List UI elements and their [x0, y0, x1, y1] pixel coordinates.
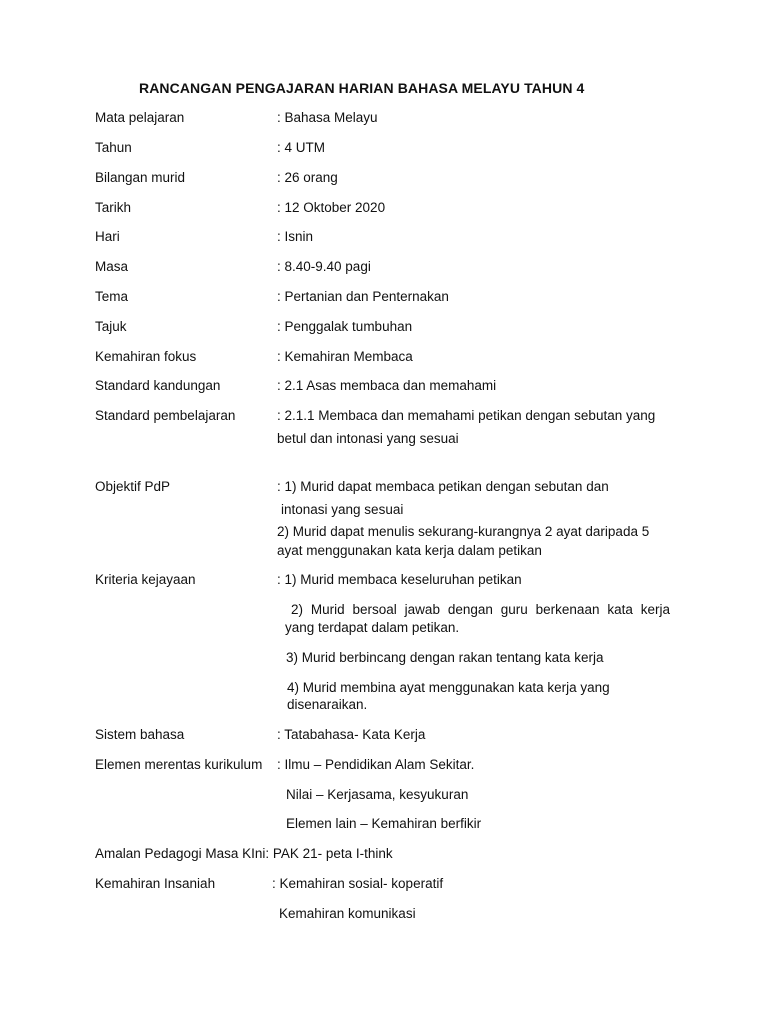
- value-kemahiran-fokus: : Kemahiran Membaca: [277, 349, 413, 364]
- page-title: RANCANGAN PENGAJARAN HARIAN BAHASA MELAYU TAHUN 4: [139, 80, 585, 96]
- value-kriteria: : 1) Murid membaca keseluruhan petikan: [277, 572, 522, 587]
- value-tahun: : 4 UTM: [277, 140, 326, 155]
- label-tajuk: Tajuk: [95, 319, 127, 334]
- value-kemahiran-insaniah: : Kemahiran sosial- koperatif: [272, 876, 444, 891]
- value-masa: : 8.40-9.40 pagi: [277, 259, 371, 274]
- amalan-pedagogi: Amalan Pedagogi Masa KIni: PAK 21- peta I-think: [95, 846, 393, 861]
- value-standard-pembelajaran: : 2.1.1 Membaca dan memahami petikan dengan sebutan yang: [277, 408, 656, 423]
- objektif-item-2-line-1: 2) Murid dapat menulis sekurang-kurangnya 2 ayat daripada 5: [277, 524, 650, 539]
- kriteria-item-4-line-2: disenaraikan.: [287, 697, 368, 712]
- label-standard-pembelajaran: Standard pembelajaran: [95, 408, 236, 423]
- label-tahun: Tahun: [95, 140, 132, 155]
- objektif-item-2-line-2: ayat menggunakan kata kerja dalam petikan: [277, 543, 542, 558]
- value-tema: : Pertanian dan Penternakan: [277, 289, 449, 304]
- value-tarikh: : 12 Oktober 2020: [277, 200, 386, 215]
- kemahiran-insaniah-item-2: Kemahiran komunikasi: [279, 906, 416, 921]
- kriteria-item-4-line-1: 4) Murid membina ayat menggunakan kata kerja yang: [287, 680, 610, 695]
- label-tema: Tema: [95, 289, 129, 304]
- value-standard-pembelajaran-cont: betul dan intonasi yang sesuai: [277, 431, 459, 446]
- elemen-item-nilai: Nilai – Kerjasama, kesyukuran: [286, 787, 469, 802]
- value-sistem-bahasa: : Tatabahasa- Kata Kerja: [277, 727, 426, 742]
- label-elemen-merentas: Elemen merentas kurikulum: [95, 757, 263, 772]
- value-bilangan-murid: : 26 orang: [277, 170, 338, 185]
- label-mata-pelajaran: Mata pelajaran: [95, 110, 185, 125]
- label-hari: Hari: [95, 229, 120, 244]
- kriteria-item-3: 3) Murid berbincang dengan rakan tentang kata kerja: [286, 650, 604, 665]
- label-standard-kandungan: Standard kandungan: [95, 378, 221, 393]
- kriteria-item-2-line-1: 2) Murid bersoal jawab dengan guru berkenaan kata kerja: [291, 602, 670, 617]
- label-kemahiran-insaniah: Kemahiran Insaniah: [95, 876, 216, 891]
- label-objektif: Objektif PdP: [95, 479, 171, 494]
- elemen-item-lain: Elemen lain – Kemahiran berfikir: [286, 816, 482, 831]
- label-bilangan-murid: Bilangan murid: [95, 170, 186, 185]
- label-sistem-bahasa: Sistem bahasa: [95, 727, 185, 742]
- value-mata-pelajaran: : Bahasa Melayu: [277, 110, 378, 125]
- label-tarikh: Tarikh: [95, 200, 132, 215]
- value-tajuk: : Penggalak tumbuhan: [277, 319, 413, 334]
- kriteria-item-2-line-2: yang terdapat dalam petikan.: [285, 620, 460, 635]
- value-hari: : Isnin: [277, 229, 314, 244]
- label-masa: Masa: [95, 259, 129, 274]
- value-objektif-cont: intonasi yang sesuai: [281, 502, 404, 517]
- value-standard-kandungan: : 2.1 Asas membaca dan memahami: [277, 378, 497, 393]
- value-elemen-merentas: : Ilmu – Pendidikan Alam Sekitar.: [277, 757, 475, 772]
- value-objektif: : 1) Murid dapat membaca petikan dengan sebutan dan: [277, 479, 609, 494]
- label-kemahiran-fokus: Kemahiran fokus: [95, 349, 197, 364]
- label-kriteria: Kriteria kejayaan: [95, 572, 196, 587]
